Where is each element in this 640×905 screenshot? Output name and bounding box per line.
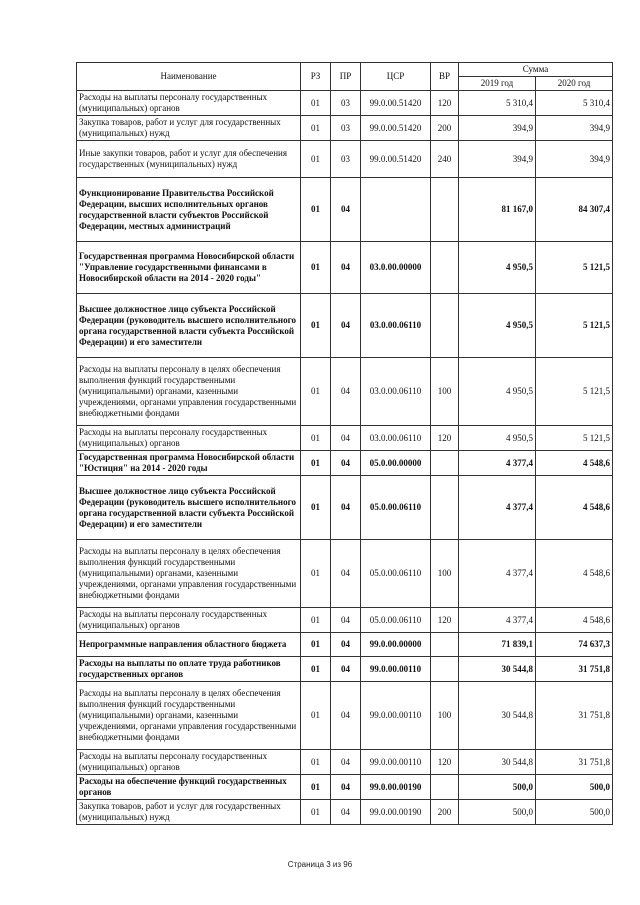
row-rz: 01: [301, 294, 331, 358]
row-pr: 04: [331, 682, 361, 750]
row-name: Государственная программа Новосибирской области "Юстиция" на 2014 - 2020 годы: [77, 451, 301, 476]
table-row: [77, 608, 613, 633]
row-vr: 200: [431, 800, 459, 825]
row-pr: 04: [331, 800, 361, 825]
row-vr: [431, 775, 459, 800]
row-rz: 01: [301, 451, 331, 476]
row-sum-2019: 30 544,8: [459, 657, 536, 682]
row-sum-2019: 5 310,4: [459, 91, 536, 116]
row-sum-2019: 4 950,5: [459, 242, 536, 294]
row-sum-2019: 81 167,0: [459, 178, 536, 242]
row-pr: 04: [331, 657, 361, 682]
row-pr: 04: [331, 294, 361, 358]
row-vr: 100: [431, 358, 459, 426]
row-csr: 99.0.00.00000: [361, 633, 431, 657]
row-name: Расходы на обеспечение функций государственных органов: [77, 775, 301, 800]
row-pr: 04: [331, 451, 361, 476]
row-csr: 99.0.00.51420: [361, 141, 431, 178]
page-number: Страница 3 из 96: [287, 860, 353, 869]
row-sum-2020: 31 751,8: [536, 682, 613, 750]
row-rz: 01: [301, 608, 331, 633]
row-sum-2020: 5 310,4: [536, 91, 613, 116]
row-name: Расходы на выплаты персоналу в целях обеспечения выполнения функций государственными (муниципальными) органами, казенными учреждениями, органами управления государственными внебюджетными фондами: [77, 358, 301, 426]
table-row: [77, 476, 613, 540]
row-sum-2020: 394,9: [536, 116, 613, 141]
row-name: Расходы на выплаты персоналу государственных (муниципальных) органов: [77, 608, 301, 633]
row-pr: 04: [331, 358, 361, 426]
row-sum-2019: 4 950,5: [459, 294, 536, 358]
table-row: [77, 750, 613, 775]
row-rz: 01: [301, 358, 331, 426]
header-rz: РЗ: [301, 63, 331, 91]
table-header: [77, 63, 613, 91]
header-csr: ЦСР: [361, 63, 431, 91]
table-row: [77, 633, 613, 657]
header-name: Наименование: [77, 63, 301, 91]
row-sum-2019: 500,0: [459, 775, 536, 800]
row-csr: 05.0.00.06110: [361, 540, 431, 608]
row-name: Расходы на выплаты персоналу государственных (муниципальных) органов: [77, 91, 301, 116]
row-name: Высшее должностное лицо субъекта Российской Федерации (руководитель высшего исполнительного органа государственной власти субъекта Российской Федерации) и его заместители: [77, 294, 301, 358]
row-pr: 03: [331, 91, 361, 116]
row-sum-2020: 5 121,5: [536, 426, 613, 451]
row-name: Расходы на выплаты персоналу в целях обеспечения выполнения функций государственными (муниципальными) органами, казенными учреждениями, органами управления государственными внебюджетными фондами: [77, 540, 301, 608]
row-name: Расходы на выплаты персоналу в целях обеспечения выполнения функций государственными (муниципальными) органами, казенными учреждениями, органами управления государственными внебюджетными фондами: [77, 682, 301, 750]
row-name: Закупка товаров, работ и услуг для государственных (муниципальных) нужд: [77, 800, 301, 825]
row-name: Расходы на выплаты персоналу государственных (муниципальных) органов: [77, 426, 301, 451]
table-row: [77, 426, 613, 451]
row-vr: [431, 178, 459, 242]
row-name: Государственная программа Новосибирской области "Управление государственными финансами в Новосибирской области на 2014 - 2020 годы": [77, 242, 301, 294]
row-pr: 04: [331, 476, 361, 540]
row-sum-2019: 30 544,8: [459, 682, 536, 750]
row-csr: 99.0.00.51420: [361, 91, 431, 116]
row-sum-2020: 74 637,3: [536, 633, 613, 657]
table-row: [77, 91, 613, 116]
row-sum-2020: 31 751,8: [536, 657, 613, 682]
row-csr: 99.0.00.00190: [361, 800, 431, 825]
row-vr: 100: [431, 540, 459, 608]
row-csr: 03.0.00.06110: [361, 294, 431, 358]
row-csr: 05.0.00.06110: [361, 476, 431, 540]
row-csr: 99.0.00.00110: [361, 657, 431, 682]
row-vr: 120: [431, 91, 459, 116]
table-body: [77, 91, 613, 825]
row-sum-2019: 30 544,8: [459, 750, 536, 775]
row-rz: 01: [301, 141, 331, 178]
row-rz: 01: [301, 682, 331, 750]
row-sum-2020: 4 548,6: [536, 540, 613, 608]
row-sum-2019: 4 377,4: [459, 476, 536, 540]
row-pr: 04: [331, 633, 361, 657]
table-row: [77, 294, 613, 358]
row-rz: 01: [301, 633, 331, 657]
row-csr: 99.0.00.00110: [361, 682, 431, 750]
row-vr: 120: [431, 426, 459, 451]
row-csr: 99.0.00.51420: [361, 116, 431, 141]
row-pr: 04: [331, 750, 361, 775]
row-sum-2020: 4 548,6: [536, 608, 613, 633]
row-vr: 200: [431, 116, 459, 141]
row-csr: 99.0.00.00110: [361, 750, 431, 775]
row-sum-2020: 5 121,5: [536, 358, 613, 426]
row-sum-2020: 500,0: [536, 800, 613, 825]
row-vr: [431, 633, 459, 657]
table-row: [77, 116, 613, 141]
row-sum-2019: 500,0: [459, 800, 536, 825]
header-2019: 2019 год: [459, 77, 536, 91]
table-row: [77, 540, 613, 608]
row-rz: 01: [301, 657, 331, 682]
row-pr: 04: [331, 242, 361, 294]
row-sum-2019: 394,9: [459, 116, 536, 141]
row-rz: 01: [301, 775, 331, 800]
row-sum-2020: 5 121,5: [536, 242, 613, 294]
budget-table: [76, 62, 613, 825]
row-csr: 03.0.00.00000: [361, 242, 431, 294]
row-csr: 05.0.00.06110: [361, 608, 431, 633]
row-vr: 100: [431, 682, 459, 750]
row-sum-2019: 71 839,1: [459, 633, 536, 657]
row-sum-2020: 500,0: [536, 775, 613, 800]
row-pr: 04: [331, 775, 361, 800]
row-name: Функционирование Правительства Российской Федерации, высших исполнительных органов государственной власти субъектов Российской Федерации, местных администраций: [77, 178, 301, 242]
row-rz: 01: [301, 242, 331, 294]
row-rz: 01: [301, 800, 331, 825]
row-pr: 03: [331, 141, 361, 178]
row-rz: 01: [301, 750, 331, 775]
row-rz: 01: [301, 178, 331, 242]
row-vr: 240: [431, 141, 459, 178]
row-vr: [431, 657, 459, 682]
row-rz: 01: [301, 116, 331, 141]
row-vr: 120: [431, 608, 459, 633]
header-pr: ПР: [331, 63, 361, 91]
row-name: Расходы на выплаты персоналу государственных (муниципальных) органов: [77, 750, 301, 775]
header-2020: 2020 год: [536, 77, 613, 91]
row-sum-2020: 4 548,6: [536, 476, 613, 540]
table-row: [77, 775, 613, 800]
row-pr: 04: [331, 178, 361, 242]
row-name: Расходы на выплаты по оплате труда работников государственных органов: [77, 657, 301, 682]
table-row: [77, 682, 613, 750]
row-sum-2019: 4 950,5: [459, 426, 536, 451]
row-sum-2020: 84 307,4: [536, 178, 613, 242]
row-csr: 99.0.00.00190: [361, 775, 431, 800]
row-rz: 01: [301, 540, 331, 608]
row-sum-2020: 31 751,8: [536, 750, 613, 775]
row-vr: [431, 451, 459, 476]
row-name: Закупка товаров, работ и услуг для государственных (муниципальных) нужд: [77, 116, 301, 141]
row-pr: 04: [331, 540, 361, 608]
row-vr: [431, 476, 459, 540]
table-row: [77, 242, 613, 294]
row-vr: [431, 294, 459, 358]
row-sum-2019: 4 377,4: [459, 540, 536, 608]
row-sum-2020: 394,9: [536, 141, 613, 178]
row-csr: [361, 178, 431, 242]
row-pr: 03: [331, 116, 361, 141]
row-pr: 04: [331, 608, 361, 633]
row-csr: 05.0.00.00000: [361, 451, 431, 476]
row-sum-2019: 394,9: [459, 141, 536, 178]
table-row: [77, 178, 613, 242]
row-rz: 01: [301, 476, 331, 540]
table-row: [77, 657, 613, 682]
row-rz: 01: [301, 426, 331, 451]
row-sum-2020: 5 121,5: [536, 294, 613, 358]
row-name: Высшее должностное лицо субъекта Российской Федерации (руководитель высшего исполнительного органа государственной власти субъекта Российской Федерации) и его заместители: [77, 476, 301, 540]
row-rz: 01: [301, 91, 331, 116]
row-sum-2019: 4 377,4: [459, 608, 536, 633]
row-name: Иные закупки товаров, работ и услуг для обеспечения государственных (муниципальных) нужд: [77, 141, 301, 178]
row-sum-2019: 4 950,5: [459, 358, 536, 426]
table-row: [77, 141, 613, 178]
table-row: [77, 800, 613, 825]
row-csr: 03.0.00.06110: [361, 426, 431, 451]
header-vr: ВР: [431, 63, 459, 91]
row-pr: 04: [331, 426, 361, 451]
row-csr: 03.0.00.06110: [361, 358, 431, 426]
table-row: [77, 358, 613, 426]
header-sum: Сумма: [459, 63, 613, 77]
row-sum-2020: 4 548,6: [536, 451, 613, 476]
row-sum-2019: 4 377,4: [459, 451, 536, 476]
row-vr: [431, 242, 459, 294]
row-vr: 120: [431, 750, 459, 775]
row-name: Непрограммные направления областного бюджета: [77, 633, 301, 657]
table-row: [77, 451, 613, 476]
